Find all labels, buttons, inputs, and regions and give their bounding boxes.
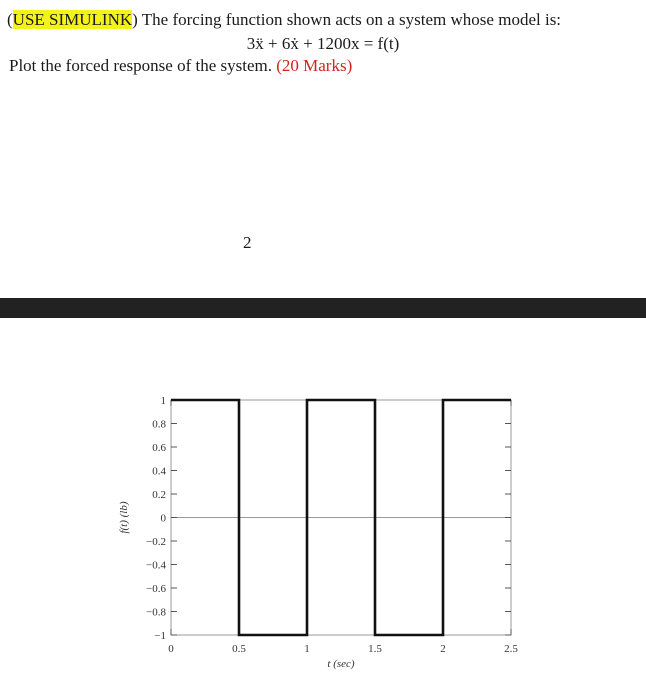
x-axis-label: t (sec) [327, 658, 355, 670]
x-tick-label: 2.5 [504, 643, 518, 655]
x-tick-label: 0.5 [232, 643, 246, 655]
y-tick-label: 0.2 [152, 489, 166, 501]
y-tick-label: 0 [160, 512, 166, 525]
page-number: 2 [243, 233, 252, 252]
problem-intro: The forcing function shown acts on a system whose model is: [137, 10, 562, 29]
y-tick-label: 0.8 [152, 418, 166, 431]
x-tick-label: 2 [440, 643, 446, 655]
instruction-line [9, 56, 352, 76]
marks-label: (20 Marks) [276, 56, 353, 75]
y-tick-label: −1 [154, 630, 166, 642]
y-tick-label: 0.4 [152, 465, 166, 478]
forcing-function-chart [0, 318, 646, 700]
problem-header-line [7, 10, 561, 30]
y-tick-label: −0.8 [146, 606, 166, 619]
y-tick-label: −0.2 [146, 536, 166, 548]
y-tick-label: −0.4 [146, 559, 166, 572]
paren-close: ) [132, 10, 138, 29]
system-equation: 3ẍ + 6ẋ + 1200x = f(t) [246, 34, 400, 53]
x-tick-label: 0 [168, 643, 174, 655]
instruction-text: Plot the forced response of the system. [9, 56, 277, 75]
y-tick-label: 0.6 [152, 442, 166, 454]
x-tick-label: 1 [304, 643, 310, 655]
page-divider-bar [0, 298, 646, 318]
y-tick-label: −0.6 [146, 583, 166, 595]
y-tick-label: 1 [160, 395, 166, 407]
y-axis-label: f(t) (lb) [118, 501, 130, 534]
x-tick-label: 1.5 [368, 643, 382, 655]
simulink-tag: USE SIMULINK [12, 10, 133, 29]
paren-open: ( [7, 10, 13, 29]
